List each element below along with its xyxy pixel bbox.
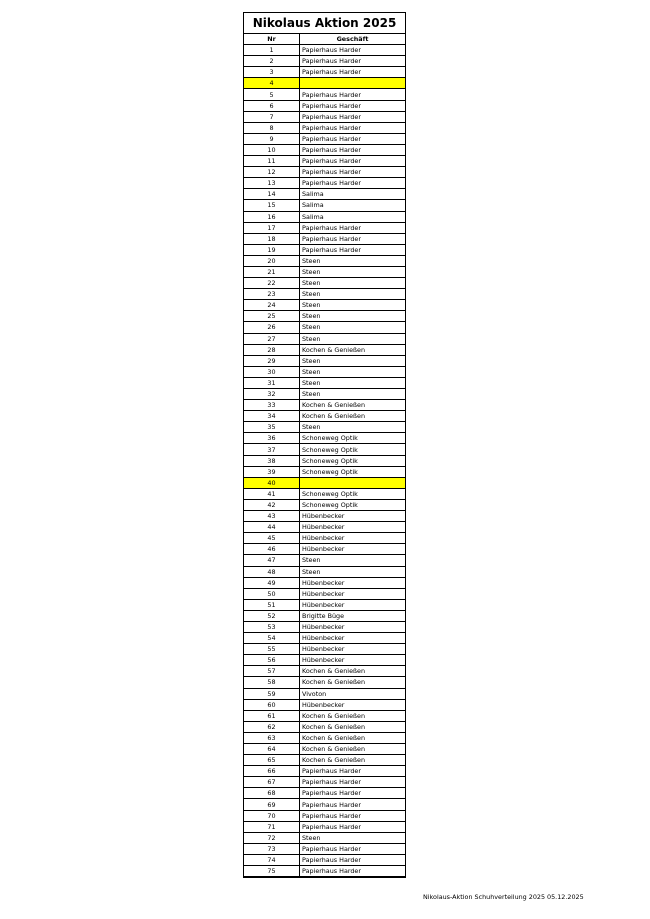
row-number: 31 bbox=[244, 377, 300, 388]
table-row bbox=[244, 755, 405, 766]
table-row bbox=[244, 644, 405, 655]
row-number: 50 bbox=[244, 588, 300, 599]
table-row bbox=[244, 344, 405, 355]
row-shop: Schoneweg Optik bbox=[300, 433, 406, 444]
row-number: 48 bbox=[244, 566, 300, 577]
table-row bbox=[244, 333, 405, 344]
table-row bbox=[244, 289, 405, 300]
row-shop: Papierhaus Harder bbox=[300, 854, 406, 865]
row-shop: Hübenbecker bbox=[300, 544, 406, 555]
table-row bbox=[244, 89, 405, 100]
table-row bbox=[244, 455, 405, 466]
row-number: 37 bbox=[244, 444, 300, 455]
row-shop: Papierhaus Harder bbox=[300, 144, 406, 155]
row-shop: Steen bbox=[300, 377, 406, 388]
row-shop: Vivoton bbox=[300, 688, 406, 699]
row-number: 6 bbox=[244, 100, 300, 111]
row-shop: Papierhaus Harder bbox=[300, 111, 406, 122]
column-header-shop: Geschäft bbox=[300, 34, 406, 45]
row-shop: Papierhaus Harder bbox=[300, 777, 406, 788]
row-shop: Papierhaus Harder bbox=[300, 167, 406, 178]
table-row bbox=[244, 111, 405, 122]
row-shop: Papierhaus Harder bbox=[300, 67, 406, 78]
row-shop: Kochen & Genießen bbox=[300, 755, 406, 766]
row-shop: Hübenbecker bbox=[300, 644, 406, 655]
table-row bbox=[244, 666, 405, 677]
row-shop: Steen bbox=[300, 366, 406, 377]
table-row bbox=[244, 100, 405, 111]
row-shop: Hübenbecker bbox=[300, 655, 406, 666]
sheet-title: Nikolaus Aktion 2025 bbox=[244, 13, 405, 34]
table-row-highlighted bbox=[244, 78, 405, 89]
row-number: 69 bbox=[244, 799, 300, 810]
table-row bbox=[244, 278, 405, 289]
table-row bbox=[244, 866, 405, 877]
row-shop: Papierhaus Harder bbox=[300, 122, 406, 133]
table-row bbox=[244, 67, 405, 78]
row-shop: Papierhaus Harder bbox=[300, 178, 406, 189]
table-row bbox=[244, 311, 405, 322]
row-shop: Brigitte Büge bbox=[300, 610, 406, 621]
row-number: 56 bbox=[244, 655, 300, 666]
row-number: 25 bbox=[244, 311, 300, 322]
row-number: 51 bbox=[244, 599, 300, 610]
row-number: 57 bbox=[244, 666, 300, 677]
row-shop: Papierhaus Harder bbox=[300, 56, 406, 67]
table-row bbox=[244, 167, 405, 178]
row-number: 61 bbox=[244, 710, 300, 721]
table-row bbox=[244, 300, 405, 311]
row-number: 30 bbox=[244, 366, 300, 377]
table-row bbox=[244, 389, 405, 400]
row-number: 32 bbox=[244, 389, 300, 400]
row-shop: Steen bbox=[300, 266, 406, 277]
table-row bbox=[244, 45, 405, 56]
row-shop: Steen bbox=[300, 333, 406, 344]
row-number: 75 bbox=[244, 866, 300, 877]
row-number: 55 bbox=[244, 644, 300, 655]
row-shop: Schoneweg Optik bbox=[300, 455, 406, 466]
table-row bbox=[244, 322, 405, 333]
row-number: 45 bbox=[244, 533, 300, 544]
row-shop: Kochen & Genießen bbox=[300, 344, 406, 355]
row-number: 40 bbox=[244, 477, 300, 488]
row-shop: Kochen & Genießen bbox=[300, 721, 406, 732]
table-body bbox=[244, 45, 405, 877]
table-row bbox=[244, 577, 405, 588]
table-row bbox=[244, 710, 405, 721]
row-shop: Steen bbox=[300, 322, 406, 333]
row-shop: Papierhaus Harder bbox=[300, 843, 406, 854]
row-number: 29 bbox=[244, 355, 300, 366]
row-number: 47 bbox=[244, 555, 300, 566]
row-shop: Papierhaus Harder bbox=[300, 89, 406, 100]
table-row bbox=[244, 777, 405, 788]
row-number: 8 bbox=[244, 122, 300, 133]
row-number: 41 bbox=[244, 488, 300, 499]
row-number: 34 bbox=[244, 411, 300, 422]
row-number: 12 bbox=[244, 167, 300, 178]
row-number: 72 bbox=[244, 832, 300, 843]
table-row bbox=[244, 610, 405, 621]
table-row bbox=[244, 244, 405, 255]
table-row bbox=[244, 56, 405, 67]
row-shop bbox=[300, 78, 406, 89]
row-number: 15 bbox=[244, 200, 300, 211]
row-number: 33 bbox=[244, 400, 300, 411]
distribution-sheet bbox=[243, 12, 406, 878]
row-shop: Kochen & Genießen bbox=[300, 732, 406, 743]
table-row bbox=[244, 222, 405, 233]
row-number: 38 bbox=[244, 455, 300, 466]
table-row bbox=[244, 433, 405, 444]
row-shop: Papierhaus Harder bbox=[300, 156, 406, 167]
row-number: 54 bbox=[244, 633, 300, 644]
row-number: 7 bbox=[244, 111, 300, 122]
row-number: 22 bbox=[244, 278, 300, 289]
row-shop bbox=[300, 477, 406, 488]
row-shop: Hübenbecker bbox=[300, 699, 406, 710]
row-number: 36 bbox=[244, 433, 300, 444]
column-header-nr: Nr bbox=[244, 34, 300, 45]
row-number: 39 bbox=[244, 466, 300, 477]
row-shop: Salima bbox=[300, 189, 406, 200]
row-number: 70 bbox=[244, 810, 300, 821]
table-row bbox=[244, 832, 405, 843]
row-shop: Steen bbox=[300, 832, 406, 843]
row-number: 19 bbox=[244, 244, 300, 255]
row-shop: Steen bbox=[300, 566, 406, 577]
row-shop: Papierhaus Harder bbox=[300, 133, 406, 144]
table-row bbox=[244, 144, 405, 155]
table-row bbox=[244, 400, 405, 411]
table-row bbox=[244, 599, 405, 610]
row-shop: Salima bbox=[300, 211, 406, 222]
row-shop: Hübenbecker bbox=[300, 633, 406, 644]
row-number: 71 bbox=[244, 821, 300, 832]
table-row bbox=[244, 799, 405, 810]
row-shop: Papierhaus Harder bbox=[300, 766, 406, 777]
row-number: 73 bbox=[244, 843, 300, 854]
table-row bbox=[244, 588, 405, 599]
row-number: 3 bbox=[244, 67, 300, 78]
row-number: 26 bbox=[244, 322, 300, 333]
table-row bbox=[244, 766, 405, 777]
row-shop: Steen bbox=[300, 422, 406, 433]
table-row bbox=[244, 511, 405, 522]
table-row bbox=[244, 522, 405, 533]
row-number: 52 bbox=[244, 610, 300, 621]
row-shop: Kochen & Genießen bbox=[300, 677, 406, 688]
row-number: 14 bbox=[244, 189, 300, 200]
row-number: 62 bbox=[244, 721, 300, 732]
row-shop: Hübenbecker bbox=[300, 599, 406, 610]
table-row bbox=[244, 266, 405, 277]
row-shop: Steen bbox=[300, 389, 406, 400]
table-row bbox=[244, 821, 405, 832]
row-shop: Kochen & Genießen bbox=[300, 744, 406, 755]
table-row bbox=[244, 178, 405, 189]
row-number: 44 bbox=[244, 522, 300, 533]
row-shop: Papierhaus Harder bbox=[300, 866, 406, 877]
table-row bbox=[244, 854, 405, 865]
row-shop: Papierhaus Harder bbox=[300, 45, 406, 56]
table-row bbox=[244, 444, 405, 455]
row-number: 21 bbox=[244, 266, 300, 277]
row-number: 60 bbox=[244, 699, 300, 710]
row-shop: Steen bbox=[300, 289, 406, 300]
row-shop: Papierhaus Harder bbox=[300, 244, 406, 255]
row-shop: Kochen & Genießen bbox=[300, 710, 406, 721]
row-shop: Papierhaus Harder bbox=[300, 788, 406, 799]
row-shop: Hübenbecker bbox=[300, 511, 406, 522]
table-row bbox=[244, 255, 405, 266]
row-shop: Papierhaus Harder bbox=[300, 821, 406, 832]
table-row bbox=[244, 633, 405, 644]
table-row bbox=[244, 499, 405, 510]
row-shop: Salima bbox=[300, 200, 406, 211]
row-number: 4 bbox=[244, 78, 300, 89]
table-row bbox=[244, 233, 405, 244]
row-shop: Steen bbox=[300, 300, 406, 311]
row-number: 27 bbox=[244, 333, 300, 344]
table-row bbox=[244, 355, 405, 366]
row-number: 1 bbox=[244, 45, 300, 56]
row-shop: Steen bbox=[300, 278, 406, 289]
table-row bbox=[244, 366, 405, 377]
row-number: 74 bbox=[244, 854, 300, 865]
row-number: 68 bbox=[244, 788, 300, 799]
row-shop: Schoneweg Optik bbox=[300, 488, 406, 499]
row-number: 35 bbox=[244, 422, 300, 433]
row-number: 65 bbox=[244, 755, 300, 766]
row-shop: Schoneweg Optik bbox=[300, 444, 406, 455]
table-header-row bbox=[244, 34, 405, 45]
row-number: 59 bbox=[244, 688, 300, 699]
row-number: 18 bbox=[244, 233, 300, 244]
table-row bbox=[244, 688, 405, 699]
table-row bbox=[244, 411, 405, 422]
table-row bbox=[244, 122, 405, 133]
row-number: 2 bbox=[244, 56, 300, 67]
table-row bbox=[244, 732, 405, 743]
table-row bbox=[244, 555, 405, 566]
row-number: 17 bbox=[244, 222, 300, 233]
row-shop: Kochen & Genießen bbox=[300, 666, 406, 677]
table-row bbox=[244, 655, 405, 666]
row-shop: Hübenbecker bbox=[300, 588, 406, 599]
table-row bbox=[244, 843, 405, 854]
row-shop: Hübenbecker bbox=[300, 533, 406, 544]
table-row bbox=[244, 699, 405, 710]
row-shop: Papierhaus Harder bbox=[300, 222, 406, 233]
row-shop: Papierhaus Harder bbox=[300, 810, 406, 821]
row-number: 63 bbox=[244, 732, 300, 743]
row-shop: Steen bbox=[300, 555, 406, 566]
row-shop: Kochen & Genießen bbox=[300, 411, 406, 422]
row-number: 10 bbox=[244, 144, 300, 155]
row-number: 66 bbox=[244, 766, 300, 777]
row-number: 43 bbox=[244, 511, 300, 522]
row-number: 13 bbox=[244, 178, 300, 189]
row-shop: Papierhaus Harder bbox=[300, 100, 406, 111]
table-row bbox=[244, 200, 405, 211]
table-row bbox=[244, 466, 405, 477]
row-number: 42 bbox=[244, 499, 300, 510]
row-shop: Steen bbox=[300, 311, 406, 322]
row-shop: Schoneweg Optik bbox=[300, 499, 406, 510]
row-number: 23 bbox=[244, 289, 300, 300]
row-shop: Hübenbecker bbox=[300, 522, 406, 533]
row-number: 28 bbox=[244, 344, 300, 355]
table-row bbox=[244, 377, 405, 388]
row-number: 67 bbox=[244, 777, 300, 788]
row-shop: Papierhaus Harder bbox=[300, 233, 406, 244]
row-number: 5 bbox=[244, 89, 300, 100]
table-row bbox=[244, 133, 405, 144]
table-row bbox=[244, 211, 405, 222]
page-footer: Nikolaus-Aktion Schuhverteilung 2025 05.12.2025 bbox=[423, 893, 584, 901]
table-row bbox=[244, 189, 405, 200]
row-number: 9 bbox=[244, 133, 300, 144]
row-number: 20 bbox=[244, 255, 300, 266]
row-shop: Hübenbecker bbox=[300, 621, 406, 632]
row-number: 16 bbox=[244, 211, 300, 222]
table-row bbox=[244, 544, 405, 555]
row-number: 58 bbox=[244, 677, 300, 688]
table-row bbox=[244, 744, 405, 755]
row-shop: Kochen & Genießen bbox=[300, 400, 406, 411]
table-row bbox=[244, 788, 405, 799]
table-row bbox=[244, 677, 405, 688]
row-shop: Schoneweg Optik bbox=[300, 466, 406, 477]
row-shop: Steen bbox=[300, 355, 406, 366]
table-row bbox=[244, 621, 405, 632]
row-number: 24 bbox=[244, 300, 300, 311]
table-row bbox=[244, 533, 405, 544]
row-number: 11 bbox=[244, 156, 300, 167]
row-shop: Papierhaus Harder bbox=[300, 799, 406, 810]
table-row bbox=[244, 156, 405, 167]
table-row bbox=[244, 566, 405, 577]
row-number: 49 bbox=[244, 577, 300, 588]
table-row bbox=[244, 422, 405, 433]
table-row-highlighted bbox=[244, 477, 405, 488]
row-number: 46 bbox=[244, 544, 300, 555]
row-number: 53 bbox=[244, 621, 300, 632]
row-shop: Steen bbox=[300, 255, 406, 266]
distribution-table bbox=[244, 34, 405, 877]
row-shop: Hübenbecker bbox=[300, 577, 406, 588]
table-row bbox=[244, 721, 405, 732]
table-row bbox=[244, 488, 405, 499]
row-number: 64 bbox=[244, 744, 300, 755]
table-row bbox=[244, 810, 405, 821]
